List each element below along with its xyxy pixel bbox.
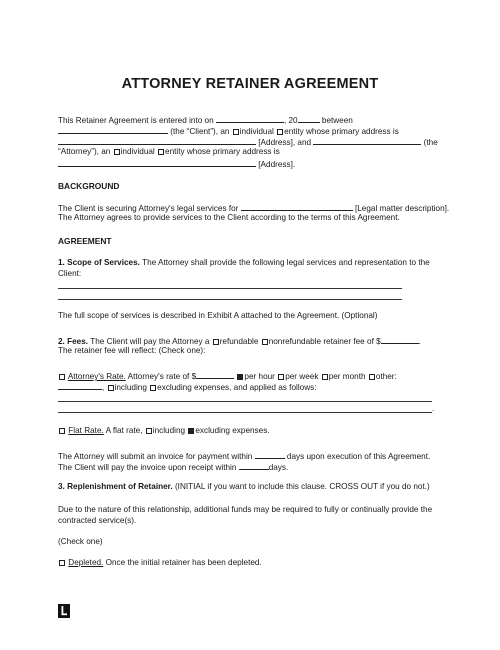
brand-logo-icon [58, 604, 70, 618]
application-blank-line-1[interactable] [58, 401, 432, 402]
flat-excluding-checkbox[interactable] [188, 428, 194, 434]
attorney-rate-line-1: Attorney's Rate. Attorney's rate of $ per hour per week per month other: [58, 370, 442, 382]
per-week-checkbox[interactable] [278, 374, 284, 380]
attorney-rate-checkbox[interactable] [59, 374, 65, 380]
intro-line-1: This Retainer Agreement is entered into on , 20 between [58, 116, 353, 125]
payment-days-blank[interactable] [239, 461, 269, 470]
invoice-line-1: The Attorney will submit an invoice for payment within days upon execution of this Agreement. [58, 452, 431, 461]
scope-exhibit-note: The full scope of services is described in Exhibit A attached to the Agreement. (Optional) [58, 311, 378, 320]
other-rate-blank[interactable] [58, 381, 102, 390]
client-name-blank[interactable] [58, 125, 168, 134]
client-individual-checkbox[interactable] [233, 129, 239, 135]
attorney-name-blank[interactable] [313, 136, 421, 145]
background-heading: BACKGROUND [58, 181, 120, 191]
intro-line-4: “Attorney”), an individual entity whose primary address is [58, 147, 280, 156]
scope-blank-line-2[interactable] [58, 299, 402, 300]
rate-amount-blank[interactable] [196, 370, 234, 379]
application-blank-line-2[interactable] [58, 412, 432, 413]
invoice-days-blank[interactable] [255, 450, 285, 459]
depleted-line: Depleted. Once the initial retainer has been depleted. [58, 558, 442, 568]
fees-line-2: The retainer fee will reflect: (Check one): [58, 346, 206, 355]
retainer-fee-blank[interactable] [381, 335, 419, 344]
flat-including-checkbox[interactable] [146, 428, 152, 434]
year-blank[interactable] [298, 114, 320, 123]
background-line-2: The Attorney agrees to provide services to the Client according to the terms of this Agreement. [58, 213, 400, 222]
fees-line-1: 2. Fees. The Client will pay the Attorney a refundable nonrefundable retainer fee of $ . [58, 337, 421, 346]
client-entity-checkbox[interactable] [277, 129, 283, 135]
check-one-note: (Check one) [58, 537, 103, 546]
intro-line-2: (the “Client”), an individual entity whose primary address is [58, 125, 442, 137]
agreement-heading: AGREEMENT [58, 236, 112, 246]
client-address-blank[interactable] [58, 136, 256, 145]
replenishment-para-1: Due to the nature of this relationship, additional funds may be required to fully or continually provide the [58, 505, 433, 514]
other-checkbox[interactable] [369, 374, 375, 380]
background-line-1: The Client is securing Attorney's legal services for [Legal matter description]. [58, 204, 450, 213]
attorney-address-blank[interactable] [58, 158, 256, 167]
scope-label: 1. Scope of Services. [58, 258, 140, 267]
per-hour-checkbox[interactable] [237, 374, 243, 380]
intro-line-3: [Address], and (the [58, 136, 442, 148]
invoice-line-2: The Client will pay the invoice upon receipt within days. [58, 463, 289, 472]
scope-line-1: 1. Scope of Services. The Attorney shall provide the following legal services and representation to the [58, 258, 430, 267]
rate-excluding-checkbox[interactable] [150, 385, 156, 391]
attorney-entity-checkbox[interactable] [158, 149, 164, 155]
rate-including-checkbox[interactable] [108, 385, 114, 391]
depleted-checkbox[interactable] [59, 560, 65, 566]
replenishment-label: 3. Replenishment of Retainer. [58, 482, 173, 491]
scope-blank-line-1[interactable] [58, 288, 402, 289]
replenishment-line: 3. Replenishment of Retainer. (INITIAL if you want to include this clause. CROSS OUT if you do not.) [58, 482, 430, 491]
flat-rate-checkbox[interactable] [59, 428, 65, 434]
attorney-rate-line-2: , including excluding expenses, and applied as follows: [58, 381, 442, 393]
scope-line-2: Client: [58, 269, 82, 278]
fees-label: 2. Fees. [58, 337, 89, 346]
intro-line-5: [Address]. [58, 158, 442, 170]
refundable-checkbox[interactable] [213, 339, 219, 345]
replenishment-para-2: contracted service(s). [58, 516, 137, 525]
per-month-checkbox[interactable] [322, 374, 328, 380]
legal-matter-blank[interactable] [241, 202, 353, 211]
document-title: ATTORNEY RETAINER AGREEMENT [121, 76, 379, 92]
application-period: . [432, 404, 435, 413]
attorney-individual-checkbox[interactable] [114, 149, 120, 155]
date-blank[interactable] [216, 114, 284, 123]
nonrefundable-checkbox[interactable] [262, 339, 268, 345]
flat-rate-line: Flat Rate. A flat rate, including excluding expenses. [58, 426, 442, 436]
